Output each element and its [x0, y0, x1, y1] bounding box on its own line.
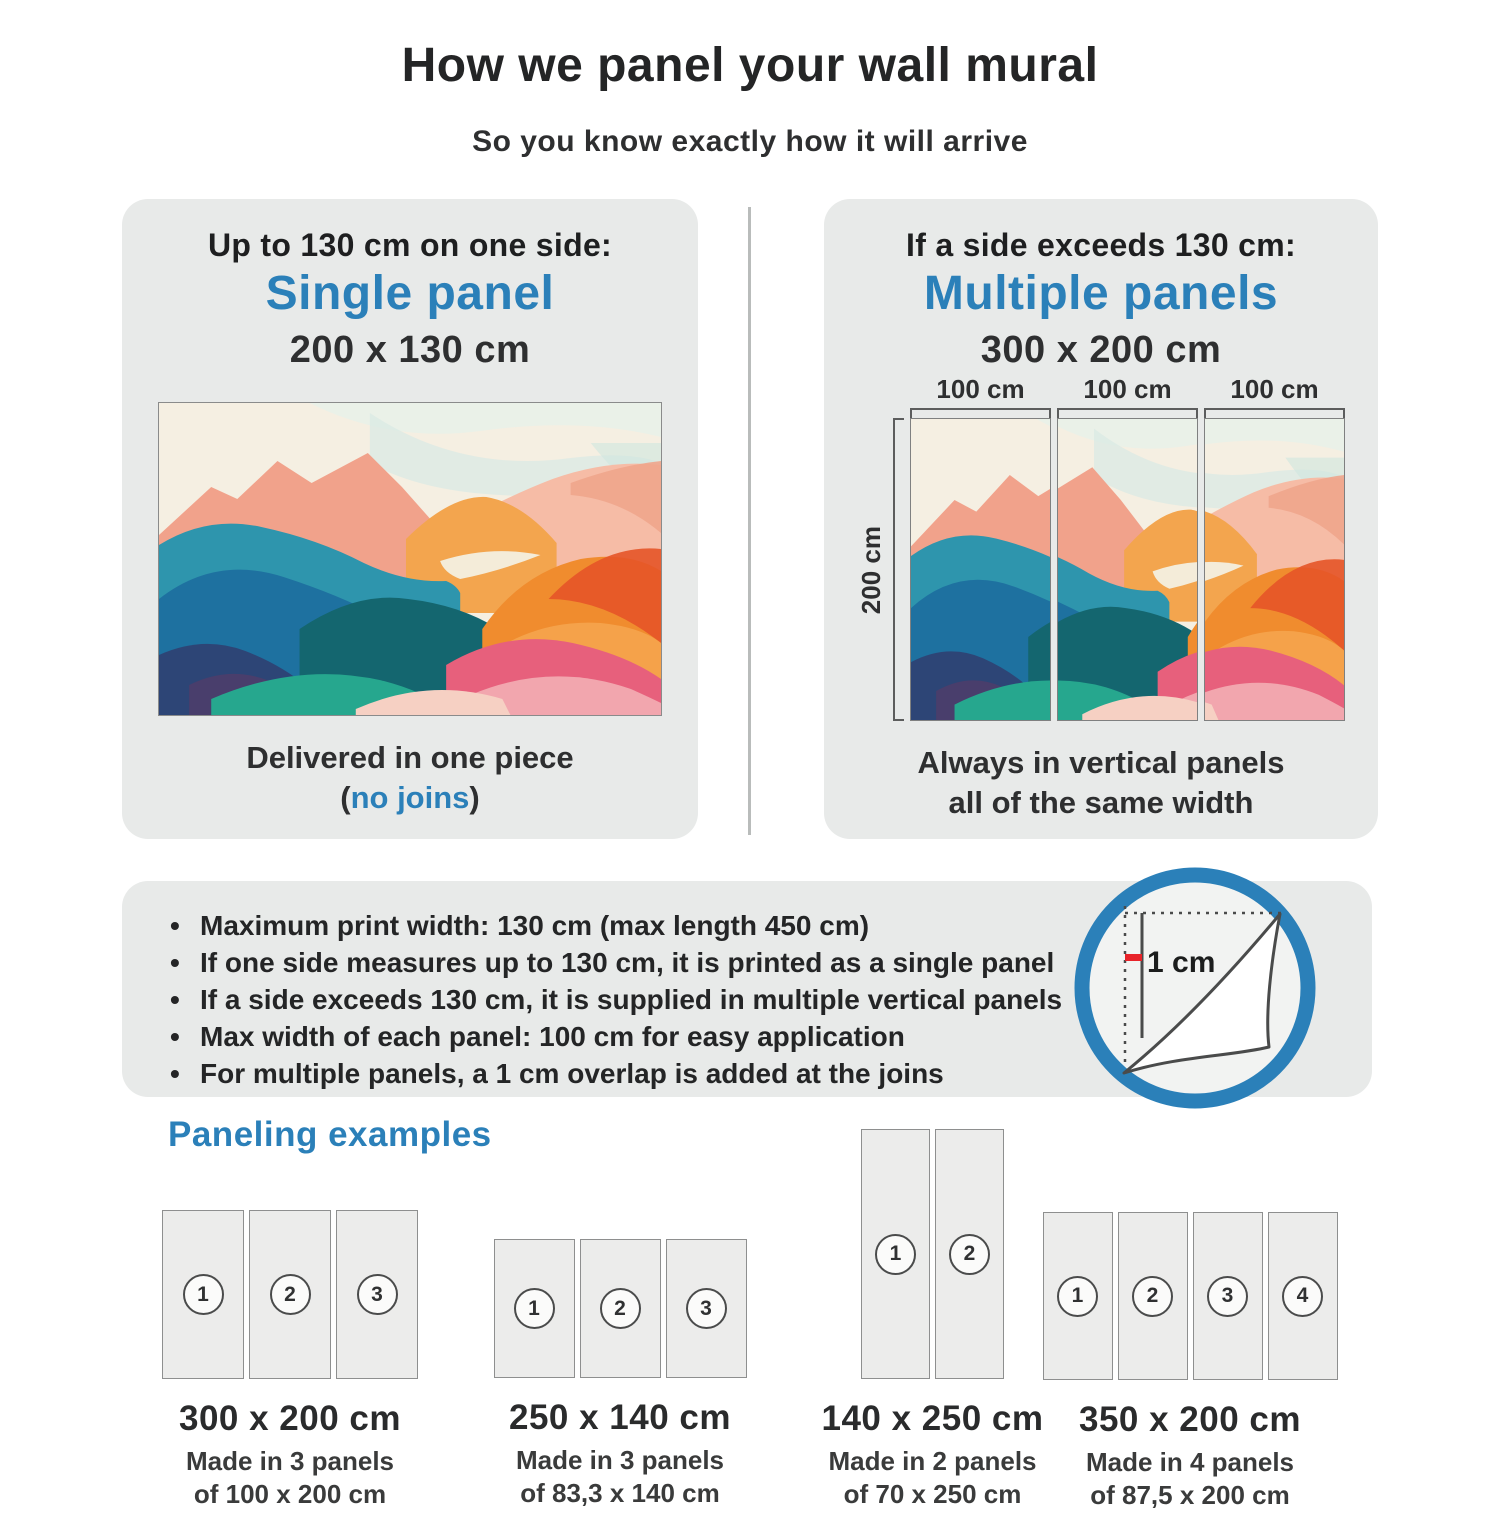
example-panel	[666, 1239, 747, 1378]
multiple-panels-caption	[824, 743, 1378, 823]
panel-number-badge: 1	[875, 1234, 916, 1275]
example-panel	[861, 1129, 930, 1379]
multiple-panels-size: 300 x 200 cm	[980, 329, 1222, 372]
panel-number-badge: 2	[270, 1274, 311, 1315]
overlap-label: 1 cm	[1147, 946, 1216, 980]
cards-row	[0, 199, 1500, 839]
multiple-panels-card	[824, 199, 1378, 839]
example-panel	[249, 1210, 331, 1379]
single-panel-caption	[122, 738, 698, 818]
panel-number-badge: 1	[1057, 1276, 1098, 1317]
example-panel	[1043, 1212, 1113, 1380]
multiple-panels-caption-line1: Always in vertical panels	[917, 745, 1285, 781]
paneling-examples-heading: Paneling examples	[168, 1115, 492, 1155]
single-panel-size: 200 x 130 cm	[289, 329, 531, 372]
height-bracket	[893, 418, 904, 721]
overlap-page-curl-icon	[1073, 866, 1317, 1110]
panel-number-badge: 4	[1282, 1276, 1323, 1317]
example-panel	[1268, 1212, 1338, 1380]
multiple-panels-caption-line2: all of the same width	[948, 785, 1254, 821]
panel-number-badge: 3	[686, 1288, 727, 1329]
width-label-2: 100 cm	[1083, 374, 1172, 405]
multiple-panels-figure	[824, 374, 1378, 721]
example-panel	[162, 1210, 244, 1379]
example-description: Made in 2 panels of 70 x 250 cm	[828, 1446, 1037, 1510]
example-size: 250 x 140 cm	[508, 1398, 731, 1438]
single-panel-mural	[158, 402, 662, 716]
note-item: • If one side measures up to 130 cm, it is printed as a single panel	[166, 944, 1146, 981]
notes-list	[166, 907, 1146, 1092]
panel-number-badge: 3	[357, 1274, 398, 1315]
example-panel	[580, 1239, 661, 1378]
example-size: 140 x 250 cm	[821, 1399, 1044, 1439]
single-panel-headline: Single panel	[265, 267, 555, 321]
single-panel-card	[122, 199, 698, 839]
example-description: Made in 3 panels of 83,3 x 140 cm	[515, 1445, 725, 1509]
example-panel	[336, 1210, 418, 1379]
example-panel	[1118, 1212, 1188, 1380]
no-joins-highlight: no joins	[350, 780, 470, 816]
note-item: • Max width of each panel: 100 cm for easy application	[166, 1018, 1146, 1055]
note-item: • Maximum print width: 130 cm (max length 450 cm)	[166, 907, 1146, 944]
notes-band	[122, 881, 1372, 1097]
example-panel	[1193, 1212, 1263, 1380]
cards-divider	[748, 207, 751, 835]
panel-number-badge: 2	[949, 1234, 990, 1275]
example-description: Made in 3 panels of 100 x 200 cm	[185, 1446, 395, 1510]
multiple-panels-headline: Multiple panels	[923, 267, 1279, 321]
example-panel	[494, 1239, 575, 1378]
height-label: 200 cm	[856, 525, 886, 614]
single-panel-caption-line1: Delivered in one piece	[246, 740, 574, 776]
page-title: How we panel your wall mural	[401, 39, 1099, 92]
example-size: 300 x 200 cm	[178, 1399, 401, 1439]
example-group-250x140	[480, 1239, 760, 1510]
panel-number-badge: 2	[600, 1288, 641, 1329]
paneling-examples-section	[0, 1097, 1500, 1527]
page-subtitle: So you know exactly how it will arrive	[472, 125, 1028, 159]
note-item: • If a side exceeds 130 cm, it is supplied in multiple vertical panels	[166, 981, 1146, 1018]
single-panel-caption-line2: (no joins)	[340, 780, 480, 816]
example-panel	[935, 1129, 1004, 1379]
width-label-3: 100 cm	[1230, 374, 1319, 405]
mural-panel-slice-1	[910, 418, 1051, 721]
example-size: 350 x 200 cm	[1078, 1400, 1301, 1440]
panel-number-badge: 2	[1132, 1276, 1173, 1317]
width-label-1: 100 cm	[936, 374, 1025, 405]
mural-panel-slice-3	[1204, 418, 1345, 721]
mural-panel-slice-2	[1057, 418, 1198, 721]
multiple-panels-kicker: If a side exceeds 130 cm:	[906, 227, 1296, 264]
example-description: Made in 4 panels of 87,5 x 200 cm	[1085, 1447, 1295, 1511]
example-group-300x200	[150, 1210, 430, 1511]
example-group-140x250	[810, 1129, 1055, 1511]
single-panel-kicker: Up to 130 cm on one side:	[207, 227, 612, 264]
panel-number-badge: 1	[183, 1274, 224, 1315]
panel-number-badge: 1	[514, 1288, 555, 1329]
example-group-350x200	[1040, 1212, 1340, 1512]
panel-number-badge: 3	[1207, 1276, 1248, 1317]
note-item: • For multiple panels, a 1 cm overlap is added at the joins	[166, 1055, 1146, 1092]
